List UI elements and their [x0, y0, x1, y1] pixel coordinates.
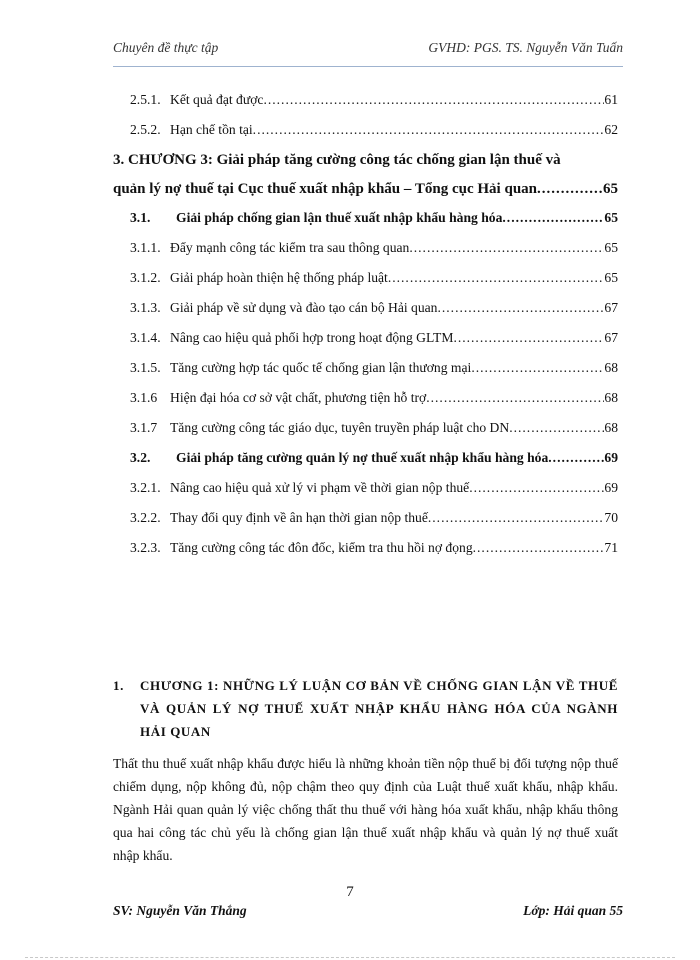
- toc-entry[interactable]: [113, 293, 618, 323]
- toc-entry[interactable]: [113, 115, 618, 145]
- toc-number: 3.1.5.: [130, 360, 161, 375]
- toc-number: 3.2.2.: [130, 510, 161, 525]
- toc-page: 67: [604, 330, 618, 345]
- section-1-number: 1.: [113, 678, 124, 693]
- toc-leader: [388, 263, 605, 293]
- toc-number: 2.5.1.: [130, 92, 161, 107]
- toc-page: 70: [604, 510, 618, 525]
- toc-number: 2.5.2.: [130, 122, 161, 137]
- toc-leader: [473, 533, 605, 563]
- toc-page: 69: [604, 450, 618, 465]
- toc-title: Nâng cao hiệu quả phối hợp trong hoạt động GLTM: [170, 330, 454, 345]
- toc-title: Kết quả đạt được: [170, 92, 264, 107]
- toc-leader: [437, 293, 604, 323]
- section-1-heading: [113, 674, 618, 743]
- toc-title: Tăng cường công tác đôn đốc, kiểm tra thu hồi nợ đọng: [170, 540, 473, 555]
- toc-bottom: [113, 203, 618, 563]
- toc-title: Giải pháp về sử dụng và đào tạo cán bộ Hải quan: [170, 300, 438, 315]
- toc-page: 65: [604, 240, 618, 255]
- header-rule: [113, 66, 623, 67]
- toc-leader: [502, 203, 604, 233]
- toc-leader: [471, 353, 604, 383]
- toc-number: 3.1.6: [130, 390, 158, 405]
- page-number: 7: [346, 884, 354, 900]
- toc-number: 3.2.1.: [130, 480, 161, 495]
- toc-title: Đẩy mạnh công tác kiểm tra sau thông quan: [170, 240, 410, 255]
- toc-title: Tăng cường công tác giáo dục, tuyên truyền pháp luật cho DN: [170, 420, 510, 435]
- toc-page: 65: [604, 270, 618, 285]
- chapter-3-line-1: 3. CHƯƠNG 3: Giải pháp tăng cường công tác chống gian lận thuế và: [113, 152, 561, 168]
- toc-number: 3.1.7: [130, 420, 158, 435]
- toc-entry[interactable]: [113, 413, 618, 443]
- toc-number: 3.2.3.: [130, 540, 161, 555]
- toc-entry[interactable]: [113, 233, 618, 263]
- toc-number: 3.1.1.: [130, 240, 161, 255]
- toc-title: Giải pháp hoàn thiện hệ thống pháp luật: [170, 270, 388, 285]
- toc-page: 62: [604, 122, 618, 137]
- toc-number: 3.1.3.: [130, 300, 161, 315]
- toc-number: 3.1.: [130, 210, 151, 225]
- toc-number: 3.2.: [130, 450, 151, 465]
- toc-title: Tăng cường hợp tác quốc tế chống gian lận thương mại: [170, 360, 472, 375]
- toc-title: Nâng cao hiệu quả xử lý vi phạm về thời gian nộp thuế: [170, 480, 470, 495]
- toc-leader: [548, 443, 604, 473]
- toc-title: Hạn chế tồn tại: [170, 122, 253, 137]
- toc-entry[interactable]: [113, 473, 618, 503]
- toc-entry[interactable]: [113, 323, 618, 353]
- toc-page: 61: [604, 92, 618, 107]
- toc-page: 68: [604, 390, 618, 405]
- toc-page: 67: [604, 300, 618, 315]
- toc-leader: [453, 323, 604, 353]
- toc-page: 65: [604, 210, 618, 225]
- section-1-title: CHƯƠNG 1: NHỮNG LÝ LUẬN CƠ BẢN VỀ CHỐNG GIAN LẬN VỀ THUẾ VÀ QUẢN LÝ NỢ THUẾ XUẤT NHẬP KHẨU HÀNG HÓA CỦA NGÀNH HẢI QUAN: [140, 678, 618, 739]
- toc-page: 68: [604, 360, 618, 375]
- toc-leader: [409, 233, 604, 263]
- toc-entry[interactable]: [113, 85, 618, 115]
- toc-page: 71: [604, 540, 618, 555]
- toc-number: 3.1.2.: [130, 270, 161, 285]
- chapter-3-line-2: quản lý nợ thuế tại Cục thuế xuất nhập khẩu – Tổng cục Hải quan: [113, 181, 537, 197]
- toc-leader: [537, 175, 603, 204]
- body-paragraph: Thất thu thuế xuất nhập khẩu được hiểu là những khoản tiền nộp thuế bị đối tượng nộp thuế chiếm dụng, nộp không đủ, nộp chậm theo quy định của Luật thuế xuất khẩu, nhập khẩu. Ngành Hải quan quản lý việc chống thất thu thuế với hàng hóa xuất khẩu, nhập khẩu thông qua hai công tác chủ yếu là chống gian lận thuế xuất nhập khẩu và quản lý nợ thuế xuất nhập khẩu.: [113, 756, 618, 863]
- header-right: GVHD: PGS. TS. Nguyễn Văn Tuấn: [428, 40, 623, 55]
- toc-leader: [253, 115, 605, 145]
- toc-number: 3.1.4.: [130, 330, 161, 345]
- toc-page: 69: [604, 480, 618, 495]
- toc-entry[interactable]: [113, 533, 618, 563]
- toc-entry[interactable]: [113, 353, 618, 383]
- toc-leader: [263, 85, 604, 115]
- footer-right: Lớp: Hải quan 55: [523, 903, 623, 918]
- toc-entry[interactable]: [113, 383, 618, 413]
- toc-entry[interactable]: [113, 203, 618, 233]
- toc-title: Giải pháp tăng cường quản lý nợ thuế xuất nhập khẩu hàng hóa: [176, 450, 549, 465]
- toc-entry[interactable]: [113, 443, 618, 473]
- header-left: Chuyên đề thực tập: [113, 40, 219, 55]
- toc-top: [113, 85, 618, 145]
- footer-left: SV: Nguyễn Văn Thắng: [113, 903, 247, 918]
- toc-title: Giải pháp chống gian lận thuế xuất nhập khẩu hàng hóa: [176, 210, 503, 225]
- toc-chapter-3[interactable]: [113, 146, 618, 204]
- page-edge: [25, 957, 675, 958]
- toc-leader: [509, 413, 604, 443]
- toc-entry[interactable]: [113, 503, 618, 533]
- toc-leader: [469, 473, 604, 503]
- toc-title: Hiện đại hóa cơ sở vật chất, phương tiện hỗ trợ: [170, 390, 427, 405]
- chapter-3-page: 65: [603, 181, 618, 197]
- toc-entry[interactable]: [113, 263, 618, 293]
- toc-page: 68: [604, 420, 618, 435]
- toc-leader: [428, 503, 605, 533]
- toc-leader: [426, 383, 604, 413]
- toc-title: Thay đổi quy định về ân hạn thời gian nộp thuế: [170, 510, 428, 525]
